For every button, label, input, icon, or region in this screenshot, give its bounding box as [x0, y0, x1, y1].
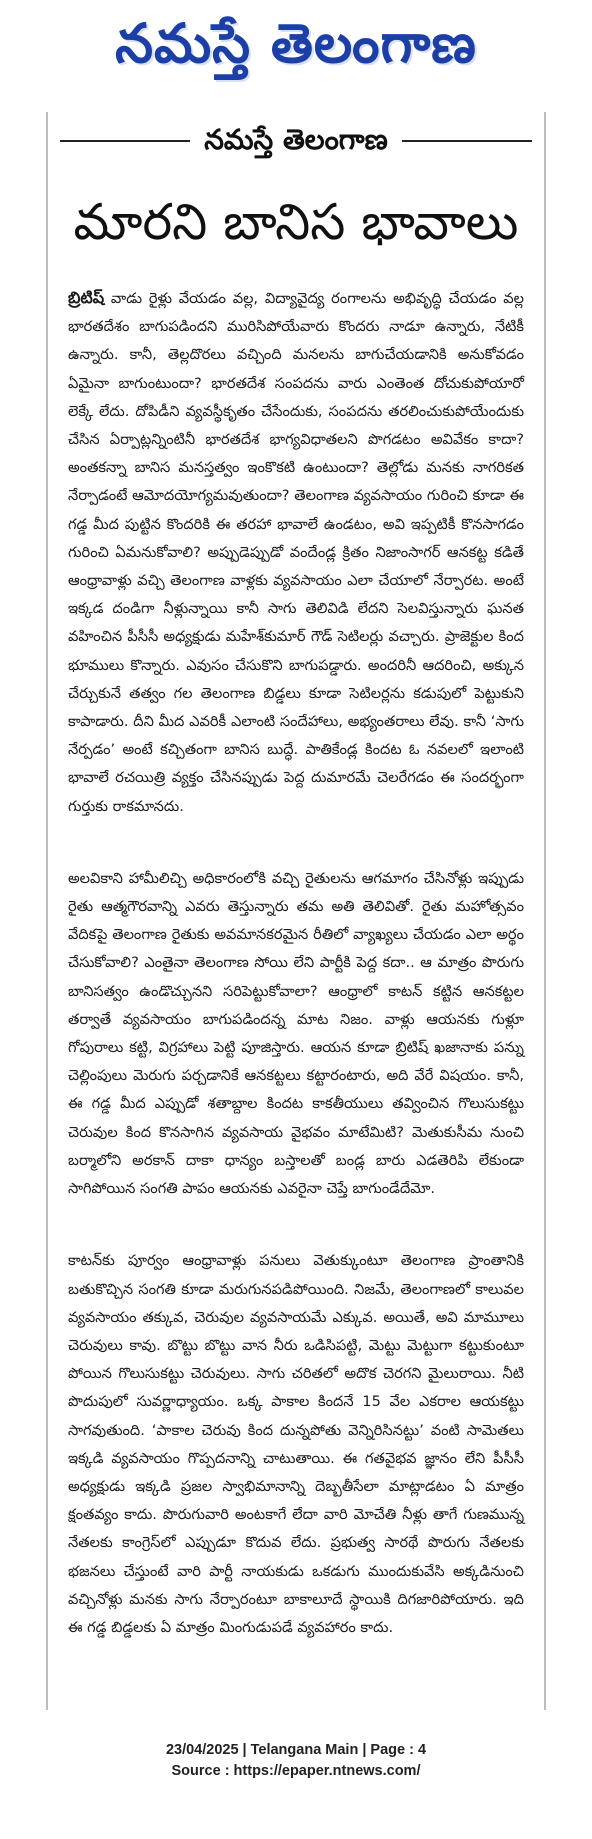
article-paragraph-1 — [68, 284, 524, 821]
article-paragraph-1-text: వాడు రైళ్లు వేయడం వల్ల, విద్యావైద్య రంగాలను అభివృద్ధి చేయడం వల్ల భారతదేశం బాగుపడిందని మురిసిపోయేవారు కొందరు నాడూ ఉన్నారు, నేటికీ ఉన్నారు. కానీ, తెల్లదొరలు వచ్చింది మనలను బాగుచేయడానికి అనుకోవడం ఏమైనా బాగుంటుందా? భారతదేశ సంపదను వారు ఎంతెంత దోచుకుపోయారో లెక్కే లేదు. దోపిడీని వ్యవస్థీకృతం చేసేందుకు, సంపదను తరలించుకుపోయేందుకు చేసిన ఏర్పాట్లన్నింటినీ భారతదేశ భాగ్యవిధాతలని పొగడటం అవివేకం కాదా? అంతకన్నా బానిస మనస్తత్వం ఇంకొకటి ఉంటుందా? తెల్లోడు మనకు నాగరికత నేర్పాడంటే ఆమోదయోగ్యమవుతుందా? తెలంగాణ వ్యవసాయం గురించి కూడా ఈ గడ్డ మీద పుట్టిన కొందరికి ఈ తరహా భావాలే ఉండటం, అవి ఇప్పటికీ కొనసాగడం గురించి ఏమనుకోవాలి? అప్పుడెప్పుడో వందేండ్ల క్రితం నిజాంసాగర్ ఆనకట్ట కడితే ఆంధ్రావాళ్లు వచ్చి తెలంగాణ వాళ్లకు వ్యవసాయం ఎలా చేయాలో నేర్పారట. అంటే ఇక్కడ దండిగా నీళ్లున్నాయి కానీ సాగు తెలివిడి లేదని సెలవిస్తున్నారు ఘనత వహించిన పీసీసీ అధ్యక్షుడు మహేశ్‌కుమార్ గౌడ్ సెటిలర్లు వచ్చారు. ప్రాజెక్టుల కింద భూములు కొన్నారు. ఎవుసం చేసుకొని బాగుపడ్డారు. అందరినీ ఆదరించి, అక్కున చేర్చుకునే తత్వం గల తెలంగాణ బిడ్డలు కూడా సెటిలర్లను కడుపులో పెట్టుకుని కాపాడారు. దీని మీద ఎవరికీ ఎలాంటి సందేహాలు, అభ్యంతరాలు లేవు. కానీ ‘సాగు నేర్పడం’ అంటే కచ్చితంగా బానిస బుద్ధే. పాతికేండ్ల కిందట ఓ నవలలో ఇలాంటి భావాలే రచయిత్రి వ్యక్తం చేసినప్పుడు పెద్ద దుమారమే చెలరేగడం ఈ సందర్భంగా గుర్తుకు రాకమానదు. — [68, 290, 524, 815]
article-headline: మారని బానిస భావాలు — [73, 193, 519, 251]
article-paragraph-3: కాటన్‌కు పూర్వం ఆంధ్రావాళ్లు పనులు వెతుక్కుంటూ తెలంగాణ ప్రాంతానికి బతుకొచ్చిన సంగతి కూడా మరుగునపడిపోయింది. నిజమే, తెలంగాణలో కాలువల వ్యవసాయం తక్కువ, చెరువుల వ్యవసాయమే ఎక్కువ. అయితే, అవి మామూలు చెరువులు కావు. బొట్టు బొట్టు వాన నీరు ఒడిసిపట్టి, మెట్టు మెట్టుగా కట్టుకుంటూ పోయిన గొలుసుకట్టు చెరువులు. సాగు చరితలో అదొక చెరగని మైలురాయి. నీటి పొదుపులో సువర్ణాధ్యాయం. ఒక్క పాకాల కిందనే 15 వేల ఎకరాల ఆయకట్టు సాగవుతుంది. ‘పాకాల చెరువు కింద దున్నపోతు వెన్నిరిసినట్టు’ వంటి సామెతలు ఇక్కడి వ్యవసాయం గొప్పదనాన్ని చాటుతాయి. ఈ గతవైభవ జ్ఞానం లేని పీసీసీ అధ్యక్షుడు ఇక్కడి ప్రజల స్వాభిమానాన్ని దెబ్బతీసేలా మాట్లాడటం ఏ మాత్రం క్షంతవ్యం కాదు. పొరుగువారి అంటకాగే లేదా వారి మోచేతి నీళ్లు తాగే గుణమున్న నేతలకు కాంగ్రెస్‌లో ఎప్పుడూ కొదువ లేదు. ప్రభుత్వ సారథే పొరుగు నేతలకు భజనలు చేస్తుంటే వారి పార్టీ నాయకుడు ఒకడుగు ముందుకువేసి అక్కడినుంచి వచ్చినోళ్లు మనకు సాగు నేర్పారంటూ బాకాలూదే స్థాయికి దిగజారిపోయారు. ఇది ఈ గడ్డ బిడ్డలకు ఏ మాత్రం మింగుడుపడే వ్యవహారం కాదు. — [68, 1252, 524, 1636]
edition-info: 23/04/2025 | Telangana Main | Page : 4 — [165, 1742, 427, 1758]
masthead-logo-text: నమస్తే తెలంగాణ — [115, 12, 477, 75]
article-header — [48, 112, 544, 290]
article-body — [68, 284, 524, 1642]
article-paragraph-2: అలవికాని హామీలిచ్చి అధికారంలోకి వచ్చి రైతులను ఆగమాగం చేసినోళ్లు ఇప్పుడు రైతు ఆత్మగౌరవాన్ని ఎవరు తెస్తున్నారు తమ అతి తెలివితో. రైతు మహోత్సవం వేదికపై తెలంగాణ రైతుకు అవమానకరమైన రీతిలో వ్యాఖ్యలు చేయడం ఎలా అర్థం చేసుకోవాలి? ఎంతైనా తెలంగాణ సోయి లేని పార్టీకి పెద్ద కదా.. ఆ మాత్రం పొరుగు బానిసత్వం ఉండొచ్చునని సరిపెట్టుకోవాలా? ఆంధ్రాలో కాటన్ కట్టిన ఆనకట్టల తర్వాతే వ్యవసాయం బాగుపడిందన్న మాట నిజం. వాళ్లు ఆయనకు గుళ్లూ గోపురాలు కట్టి, విగ్రహాలు పెట్టి పూజిస్తారు. ఆయన కూడా బ్రిటిష్ ఖజానాకు పన్ను చెల్లింపులు మెరుగు పర్చడానికే ఆనకట్టలు కట్టారంటారు, అది వేరే విషయం. కానీ, ఈ గడ్డ మీద ఎప్పుడో శతాబ్దాల కిందట కాకతీయులు తవ్వించిన గొలుసుకట్టు చెరువుల కింద కొనసాగిన వ్యవసాయ వైభవం మాటేమిటి? మెతుకుసీమ నుంచి బర్మాలోని అరకాన్ దాకా ధాన్యం బస్తాలతో బండ్ల బారు ఎడతెరిపి లేకుండా సాగిపోయిన సంగతి పాపం ఆయనకు ఎవరైనా చెప్తే బాగుండేదేమో. — [68, 869, 524, 1198]
article-clipping — [46, 112, 546, 1710]
source-footer — [0, 1740, 592, 1782]
article-brand-text: నమస్తే తెలంగాణ — [190, 123, 401, 156]
source-url: Source : https://epaper.ntnews.com/ — [171, 1763, 421, 1779]
lead-word: బ్రిటిష్ — [68, 288, 105, 307]
article-brand — [48, 120, 544, 160]
masthead-logo — [0, 4, 592, 84]
